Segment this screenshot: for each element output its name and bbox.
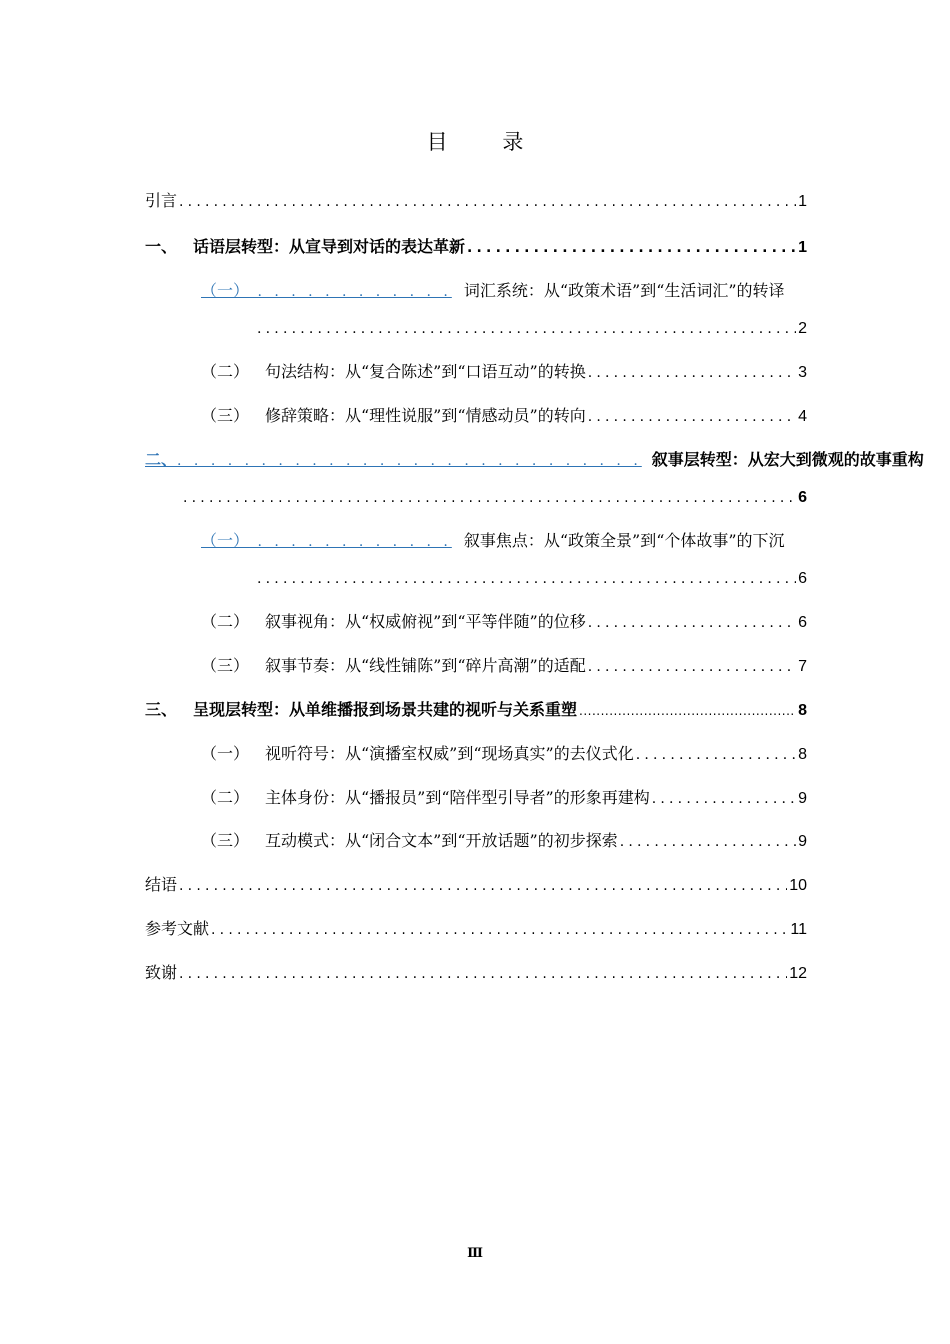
toc-entry-continuation [183,487,807,509]
toc-entry-text: 叙事层转型：从宏大到微观的故事重构 [651,450,924,469]
toc-page-number: 6 [798,570,807,587]
toc-entry-number: （二） [201,612,250,631]
toc-entry-text: 呈现层转型：从单维播报到场景共建的视听与关系重塑 [193,700,578,719]
toc-entry-text: 叙事视角：从“权威俯视”到“平等伴随”的位移 [265,612,586,631]
toc-entry-number: （三） [201,406,250,425]
dot-leader [179,963,787,985]
toc-entry-text: 词汇系统：从“政策术语”到“生活词汇”的转译 [463,281,785,300]
dot-leader [620,831,796,853]
toc-entry-chapter-2-section-3[interactable] [201,655,807,678]
toc-entry-number: （二） [201,362,250,381]
toc-page-number: 12 [789,965,807,982]
dot-leader [652,788,796,810]
toc-entry-chapter-2[interactable] [145,449,924,472]
toc-page-number: 6 [798,614,807,631]
dot-leader-link[interactable]: . . . . . . . . . . . . . . . . . . . . . . . . . . . . [177,453,642,469]
dot-leader [588,656,796,678]
toc-page-number: 10 [789,877,807,894]
toc-entry-text: 互动模式：从“闭合文本”到“开放话题”的初步探索 [265,831,618,850]
dot-leader [183,487,796,509]
toc-entry-chapter-3[interactable] [145,699,807,722]
toc-entry-number-link[interactable]: （一） [201,531,250,550]
dot-leader [579,700,796,722]
toc-entry-chapter-1-section-2[interactable] [201,361,807,384]
toc-entry-text: 叙事节奏：从“线性铺陈”到“碎片高潮”的适配 [265,656,586,675]
toc-entry-chapter-2-section-2[interactable] [201,611,807,634]
toc-entry-text: 主体身份：从“播报员”到“陪伴型引导者”的形象再建构 [265,788,650,807]
toc-page-number: 1 [798,193,807,210]
toc-entry-text: 结语 [145,875,178,894]
dot-leader [257,568,796,590]
toc-entry-number: （三） [201,656,250,675]
toc-page-number: 9 [798,790,807,807]
dot-leader [588,362,796,384]
toc-entry-number-link[interactable]: （一） [201,281,250,300]
toc-entry-number: （一） [201,744,250,763]
toc-entry-text: 引言 [145,191,178,210]
toc-entry-number: （三） [201,831,250,850]
toc-entry-chapter-1-section-1[interactable] [201,280,807,303]
toc-entry-number: 三、 [145,700,178,719]
footer-page-number: Ⅲ [467,1246,483,1261]
toc-entry-text: 叙事焦点：从“政策全景”到“个体故事”的下沉 [463,531,785,550]
toc-entry-chapter-3-section-3[interactable] [201,830,807,853]
toc-page-number: 8 [798,702,807,719]
toc-entry-acknowledgements[interactable] [145,962,807,985]
toc-entry-chapter-2-section-1[interactable] [201,530,807,553]
toc-page-number: 8 [798,746,807,763]
dot-leader [257,318,796,340]
toc-entry-text: 致谢 [145,963,178,982]
toc-page-number: 9 [798,833,807,850]
dot-leader [588,612,796,634]
toc-entry-chapter-3-section-1[interactable] [201,743,807,766]
dot-leader [588,406,796,428]
toc-entry-text: 话语层转型：从宣导到对话的表达革新 [193,237,466,256]
page-title: 目 录 [426,130,548,154]
toc-entry-text: 句法结构：从“复合陈述”到“口语互动”的转换 [265,362,586,381]
toc-page-number: 11 [790,921,807,938]
toc-entry-intro[interactable] [145,190,807,213]
toc-page-number: 7 [798,658,807,675]
toc-entry-continuation [257,568,807,590]
toc-page-number: 3 [798,364,807,381]
dot-leader-link[interactable]: . . . . . . . . . . . . [249,284,452,300]
toc-entry-references[interactable] [145,918,807,941]
toc-entry-text: 视听符号：从“演播室权威”到“现场真实”的去仪式化 [265,744,634,763]
toc-entry-text: 修辞策略：从“理性说服”到“情感动员”的转向 [265,406,586,425]
dot-leader [179,875,787,897]
toc-entry-conclusion[interactable] [145,874,807,897]
dot-leader [467,237,796,259]
toc-page-number: 6 [798,489,807,506]
toc-entry-chapter-1-section-3[interactable] [201,405,807,428]
toc-entry-chapter-1[interactable] [145,236,807,259]
dot-leader-link[interactable]: . . . . . . . . . . . . [249,534,452,550]
toc-entry-continuation [257,318,807,340]
toc-entry-chapter-3-section-2[interactable] [201,787,807,810]
toc-entry-number: （二） [201,788,250,807]
toc-page-number: 4 [798,408,807,425]
toc-page-number: 1 [798,239,807,256]
dot-leader [179,191,796,213]
dot-leader [211,919,788,941]
toc-entry-text: 参考文献 [145,919,210,938]
toc-entry-number-link[interactable]: 二、 [145,450,178,469]
toc-page-number: 2 [798,320,807,337]
dot-leader [636,744,796,766]
toc-entry-number: 一、 [145,237,178,256]
